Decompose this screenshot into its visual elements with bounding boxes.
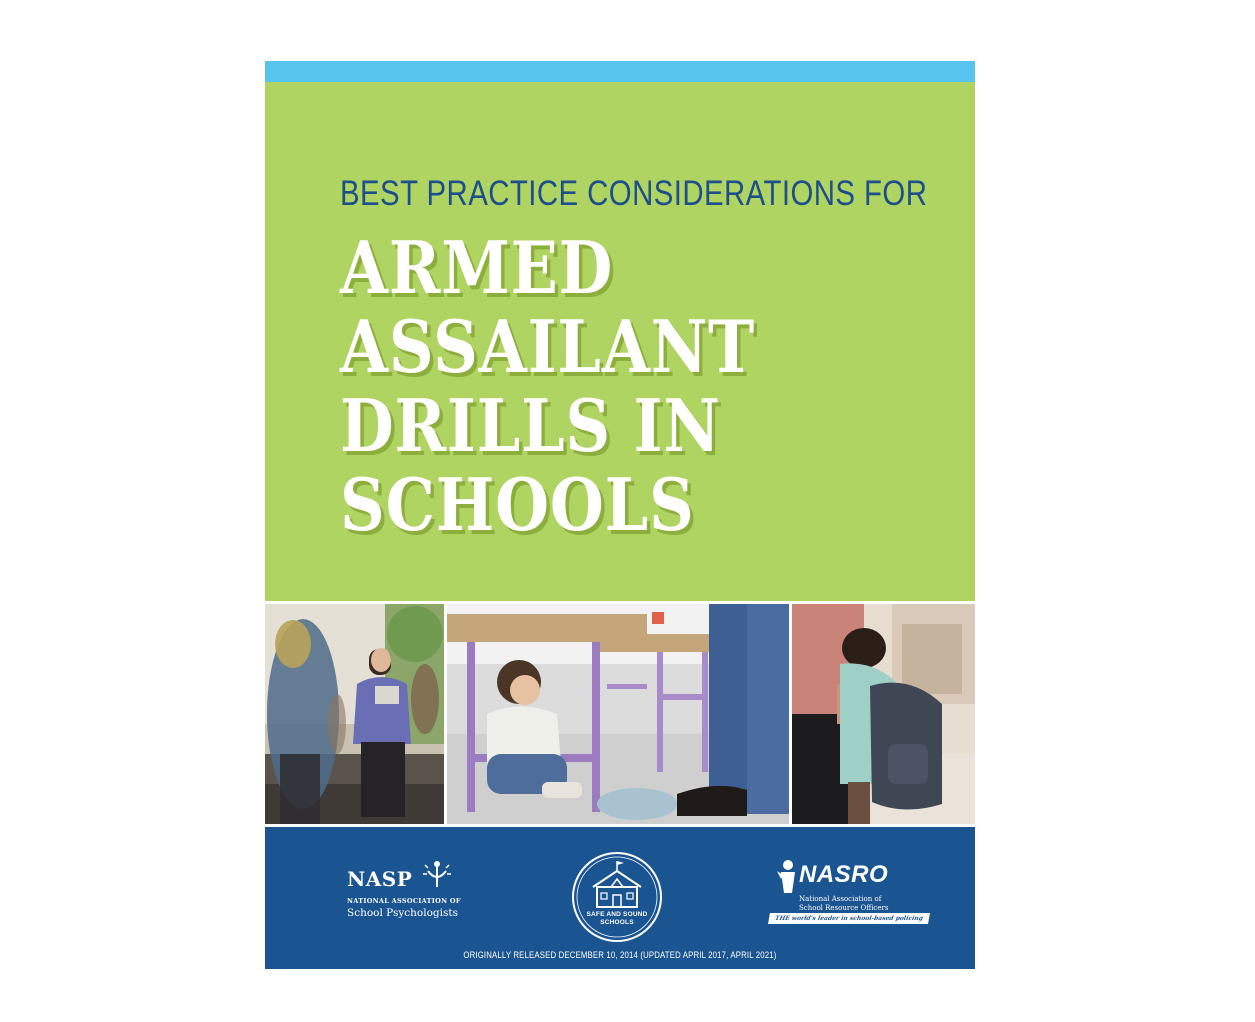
nasro-figure-icon	[775, 859, 801, 900]
nasro-wordmark: NASRO	[799, 861, 889, 888]
nasp-logo	[347, 857, 487, 927]
schoolhouse-icon	[571, 851, 663, 943]
nasp-line-1: NATIONAL ASSOCIATION OF	[347, 897, 461, 905]
nasp-wordmark: NASP	[347, 867, 413, 891]
title-line-2: ASSAILANT	[340, 304, 756, 389]
logo-band	[265, 827, 975, 969]
photo-child-under-desk	[447, 604, 789, 824]
photo-strip	[265, 604, 975, 824]
nasp-line-2: School Psychologists	[347, 907, 458, 919]
report-cover	[265, 61, 975, 969]
nasro-logo	[774, 855, 924, 935]
top-accent-strip	[265, 61, 975, 82]
title-panel	[265, 82, 975, 601]
safe-and-sound-schools-logo	[571, 851, 663, 943]
sas-line-2: SCHOOLS	[600, 919, 634, 926]
cover-title	[340, 225, 823, 547]
photo-student-with-backpack	[792, 604, 975, 824]
nasro-line-2: School Resource Officers	[799, 904, 889, 912]
nasp-figure-icon	[422, 859, 452, 894]
title-line-3: DRILLS IN	[340, 383, 721, 468]
sas-line-1: SAFE AND SOUND	[586, 911, 648, 918]
release-note-text: ORIGINALLY RELEASED DECEMBER 10, 2014 (UPDATED APRIL 2017, APRIL 2021)	[463, 950, 777, 961]
nasro-line-1: National Association of	[799, 895, 882, 903]
nasro-tagline: THE world's leader in school-based policing	[768, 913, 930, 924]
title-line-4: SCHOOLS	[340, 462, 695, 547]
release-note	[265, 950, 975, 961]
cover-kicker: BEST PRACTICE CONSIDERATIONS FOR	[340, 174, 928, 213]
photo-student-in-hallway	[265, 604, 444, 824]
title-line-1: ARMED	[340, 225, 614, 310]
